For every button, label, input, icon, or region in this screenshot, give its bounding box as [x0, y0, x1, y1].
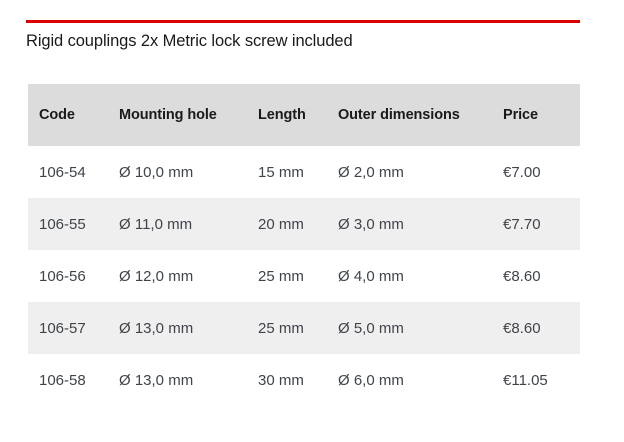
cell-length: 25 mm — [258, 267, 304, 285]
column-header-price: Price — [503, 84, 580, 146]
products-table — [28, 84, 580, 406]
cell-length: 30 mm — [258, 371, 304, 389]
header-row — [28, 84, 580, 146]
table-body — [28, 146, 580, 406]
cell-length: 15 mm — [258, 163, 304, 181]
page-title: Rigid couplings 2x Metric lock screw included — [26, 32, 353, 50]
cell-mounting-hole: Ø 12,0 mm — [119, 267, 194, 285]
table-row — [28, 302, 580, 354]
cell-mounting-hole: Ø 11,0 mm — [119, 198, 258, 250]
column-header-length: Length — [258, 84, 338, 146]
table-row — [28, 250, 580, 302]
cell-outer-dimensions: Ø 4,0 mm — [338, 267, 404, 285]
column-header-outer-dimensions: Outer dimensions — [338, 84, 503, 146]
column-header-code: Code — [28, 84, 119, 146]
table-row — [28, 354, 580, 406]
cell-mounting-hole: Ø 13,0 mm — [119, 302, 258, 354]
table-header — [28, 84, 580, 146]
cell-mounting-hole: Ø 13,0 mm — [119, 371, 194, 389]
cell-price: €8.60 — [503, 302, 580, 354]
cell-code: 106-57 — [28, 302, 119, 354]
cell-outer-dimensions: Ø 5,0 mm — [338, 302, 503, 354]
cell-code: 106-54 — [39, 163, 86, 181]
cell-price: €8.60 — [503, 267, 541, 285]
table-row — [28, 146, 580, 198]
cell-price: €7.70 — [503, 198, 580, 250]
column-header-mounting-hole: Mounting hole — [119, 84, 258, 146]
cell-price: €11.05 — [503, 371, 548, 389]
cell-code: 106-58 — [39, 371, 86, 389]
cell-code: 106-56 — [39, 267, 86, 285]
cell-price: €7.00 — [503, 163, 541, 181]
cell-length: 25 mm — [258, 302, 338, 354]
cell-outer-dimensions: Ø 3,0 mm — [338, 198, 503, 250]
cell-outer-dimensions: Ø 6,0 mm — [338, 371, 404, 389]
top-divider — [26, 20, 580, 23]
table-row — [28, 198, 580, 250]
cell-outer-dimensions: Ø 2,0 mm — [338, 163, 404, 181]
cell-length: 20 mm — [258, 198, 338, 250]
cell-mounting-hole: Ø 10,0 mm — [119, 163, 194, 181]
cell-code: 106-55 — [28, 198, 119, 250]
